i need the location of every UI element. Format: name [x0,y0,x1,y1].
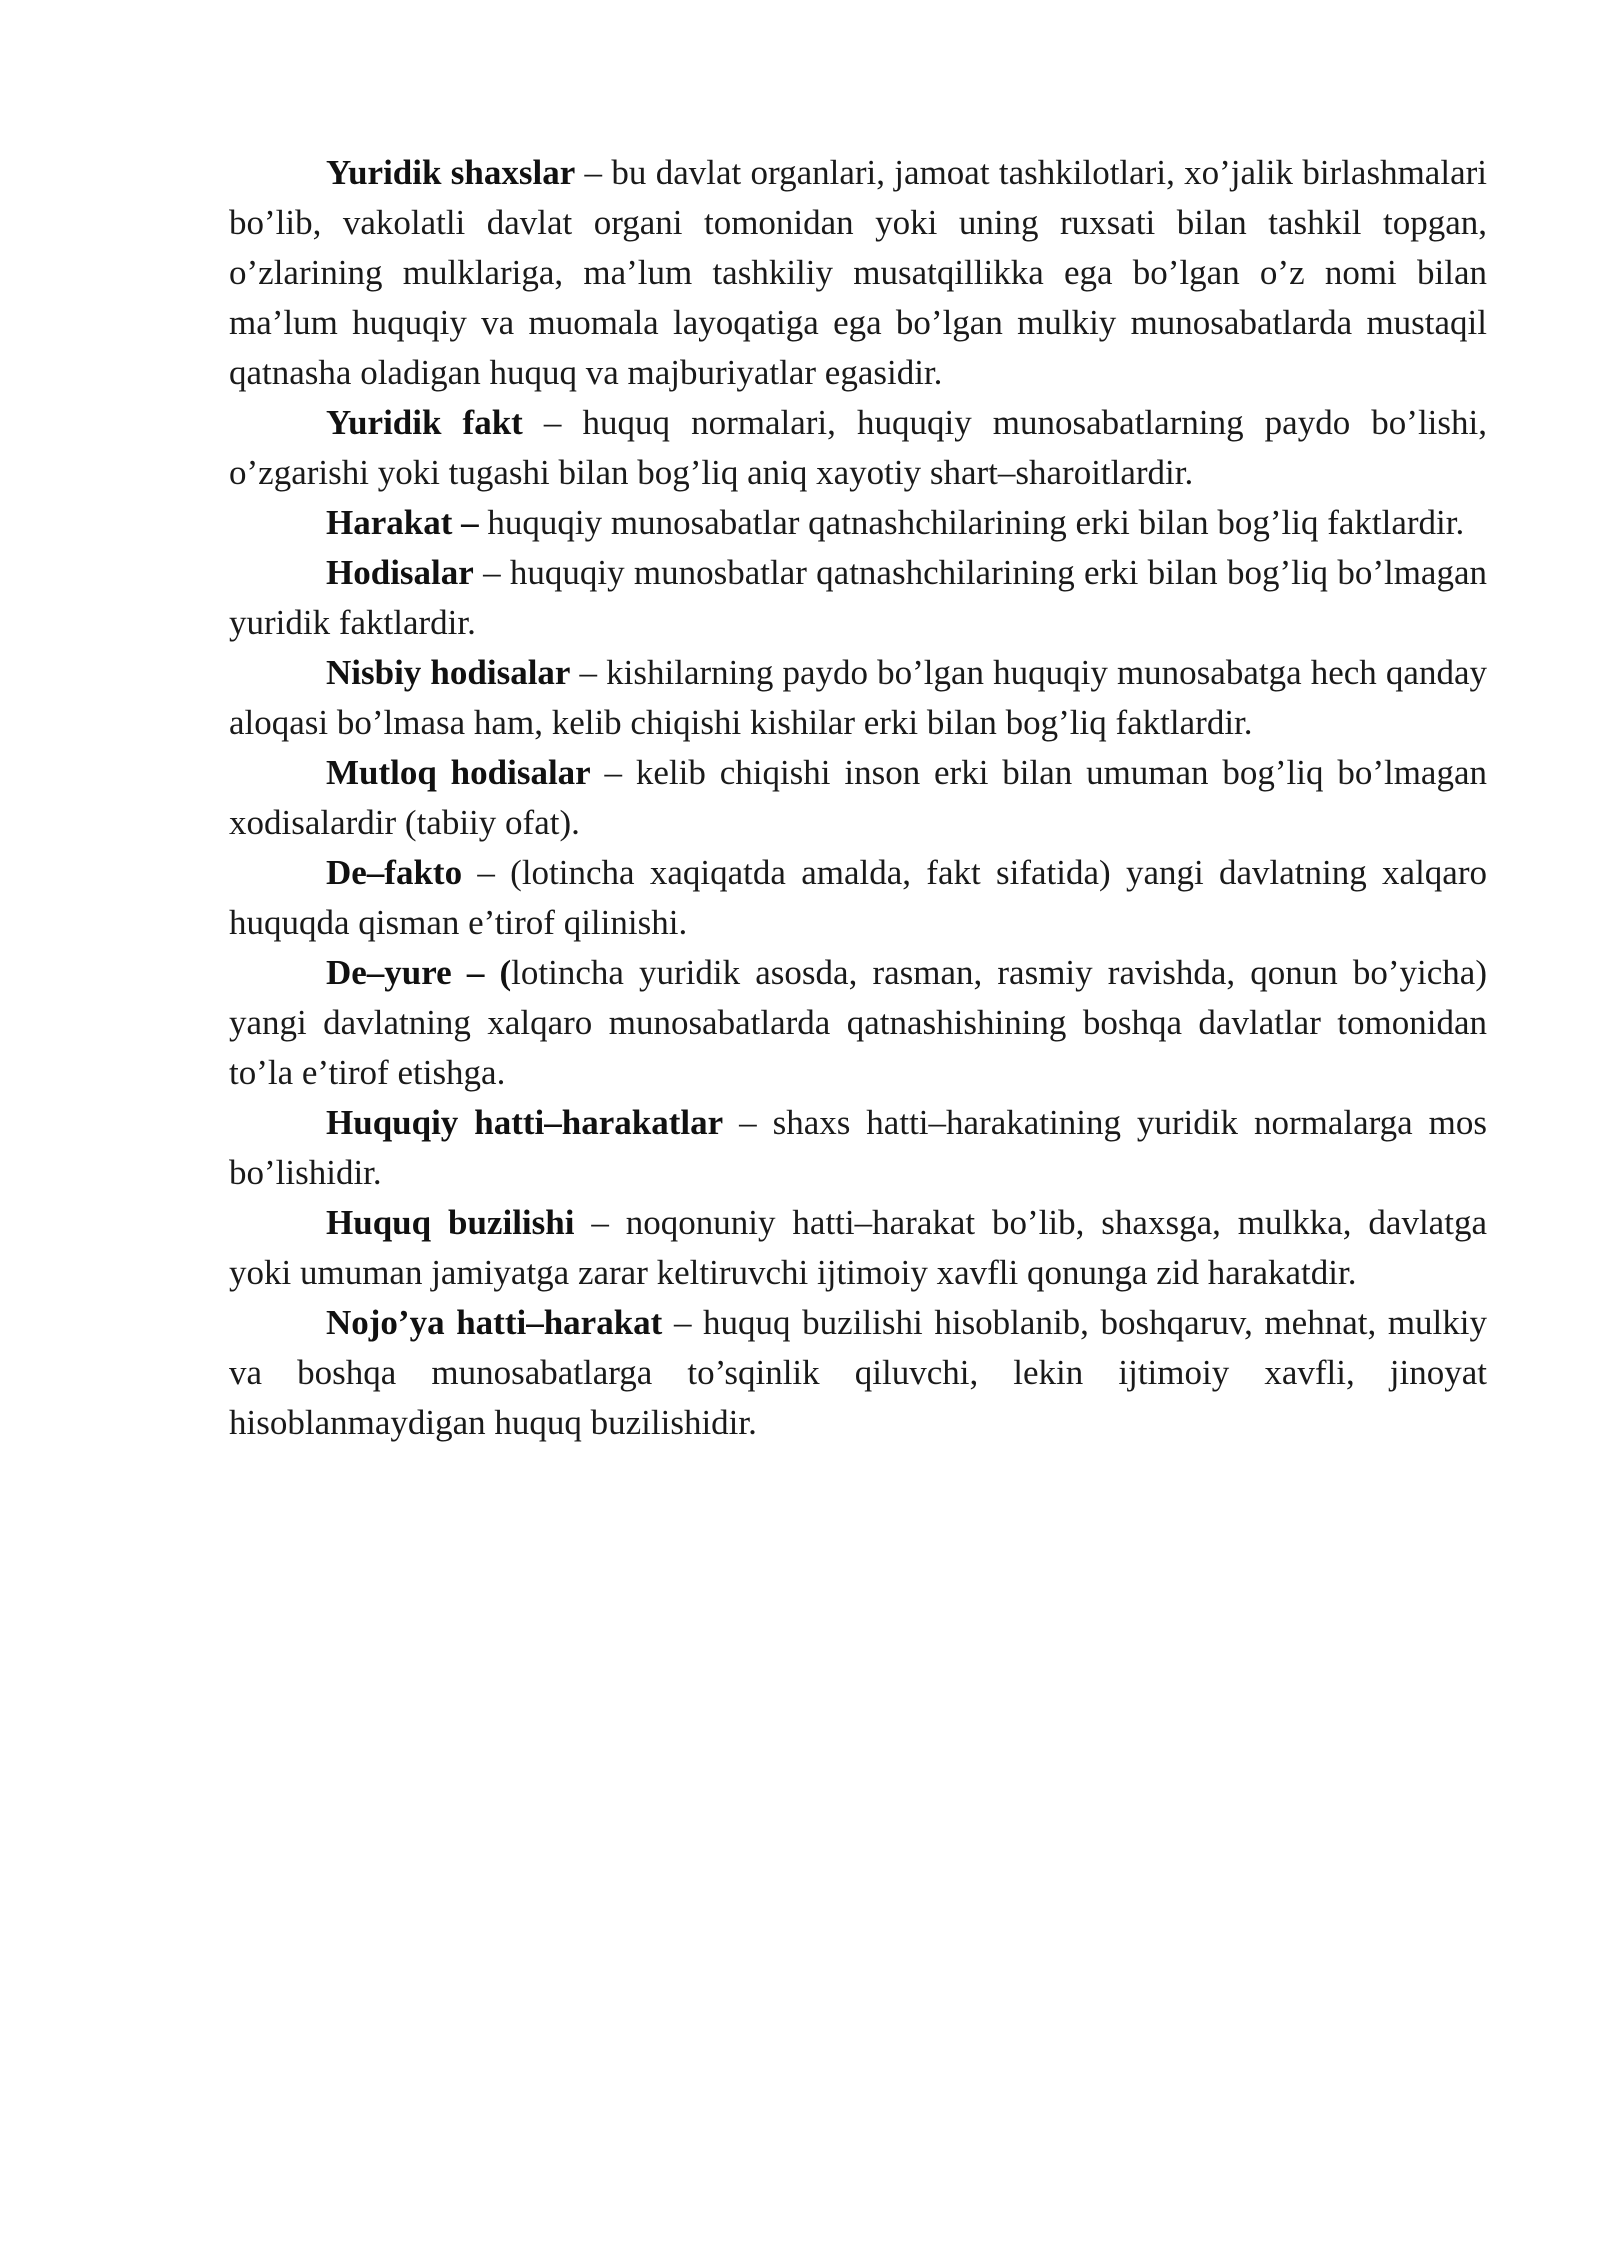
glossary-term: Yuridik shaxslar [326,153,576,192]
glossary-term: Yuridik fakt [326,403,523,442]
glossary-definition: – huquq buzilishi hisoblanib, boshqaruv, mehnat, mulkiy va boshqa munosabatlarga to’sqinlik qiluvchi, lekin ijtimoiy xavfli, jinoyat hisoblanmaydigan huquq buzilishidir. [229,1303,1487,1442]
glossary-term: De–yure – ( [326,953,512,992]
glossary-definition: – (lotincha xaqiqatda amalda, fakt sifatida) yangi davlatning xalqaro huquqda qisman e’tirof qilinishi. [229,853,1487,942]
glossary-term: De–fakto [326,853,463,892]
glossary-entry [229,498,1487,548]
glossary-entry [229,548,1487,648]
glossary-body [229,148,1487,1448]
glossary-definition: – shaxs hatti–harakatining yuridik normalarga mos bo’lishidir. [229,1103,1487,1192]
glossary-entry [229,1098,1487,1198]
glossary-definition: – huquq normalari, huquqiy munosabatlarning paydo bo’lishi, o’zgarishi yoki tugashi bilan bog’liq aniq xayotiy shart–sharoitlardir. [229,403,1487,492]
glossary-definition: – kelib chiqishi inson erki bilan umuman bog’liq bo’lmagan xodisalardir (tabiiy ofat). [229,753,1487,842]
glossary-definition: lotincha yuridik asosda, rasman, rasmiy ravishda, qonun bo’yicha) yangi davlatning xalqaro munosabatlarda qatnashishining boshqa davlatlar tomonidan to’la e’tirof etishga. [229,953,1487,1092]
glossary-term: Nisbiy hodisalar [326,653,571,692]
glossary-term: Nojo’ya hatti–harakat [326,1303,663,1342]
glossary-definition: – noqonuniy hatti–harakat bo’lib, shaxsga, mulkka, davlatga yoki umuman jamiyatga zarar keltiruvchi ijtimoiy xavfli qonunga zid harakatdir. [229,1203,1487,1292]
glossary-term: Huquq buzilishi [326,1203,575,1242]
glossary-entry [229,948,1487,1098]
glossary-definition: – bu davlat organlari, jamoat tashkilotlari, xo’jalik birlashmalari bo’lib, vakolatli davlat organi tomonidan yoki uning ruxsati bilan tashkil topgan, o’zlarining mulklariga, ma’lum tashkiliy musatqillikka ega bo’lgan o’z nomi bilan ma’lum huquqiy va muomala layoqatiga ega bo’lgan mulkiy munosabatlarda mustaqil qatnasha oladigan huquq va majburiyatlar egasidir. [229,153,1487,392]
glossary-definition: – huquqiy munosbatlar qatnashchilarining erki bilan bog’liq bo’lmagan yuridik faktlardir. [229,553,1487,642]
glossary-entry [229,398,1487,498]
glossary-entry [229,1198,1487,1298]
glossary-entry [229,1298,1487,1448]
glossary-entry [229,148,1487,398]
glossary-entry [229,648,1487,748]
glossary-definition: huquqiy munosabatlar qatnashchilarining erki bilan bog’liq faktlardir. [478,503,1465,542]
glossary-term: Hodisalar [326,553,474,592]
glossary-definition: – kishilarning paydo bo’lgan huquqiy munosabatga hech qanday aloqasi bo’lmasa ham, kelib chiqishi kishilar erki bilan bog’liq faktlardir. [229,653,1487,742]
glossary-entry [229,748,1487,848]
glossary-term: Harakat – [326,503,479,542]
glossary-term: Huquqiy hatti–harakatlar [326,1103,724,1142]
glossary-term: Mutloq hodisalar [326,753,591,792]
glossary-entry [229,848,1487,948]
